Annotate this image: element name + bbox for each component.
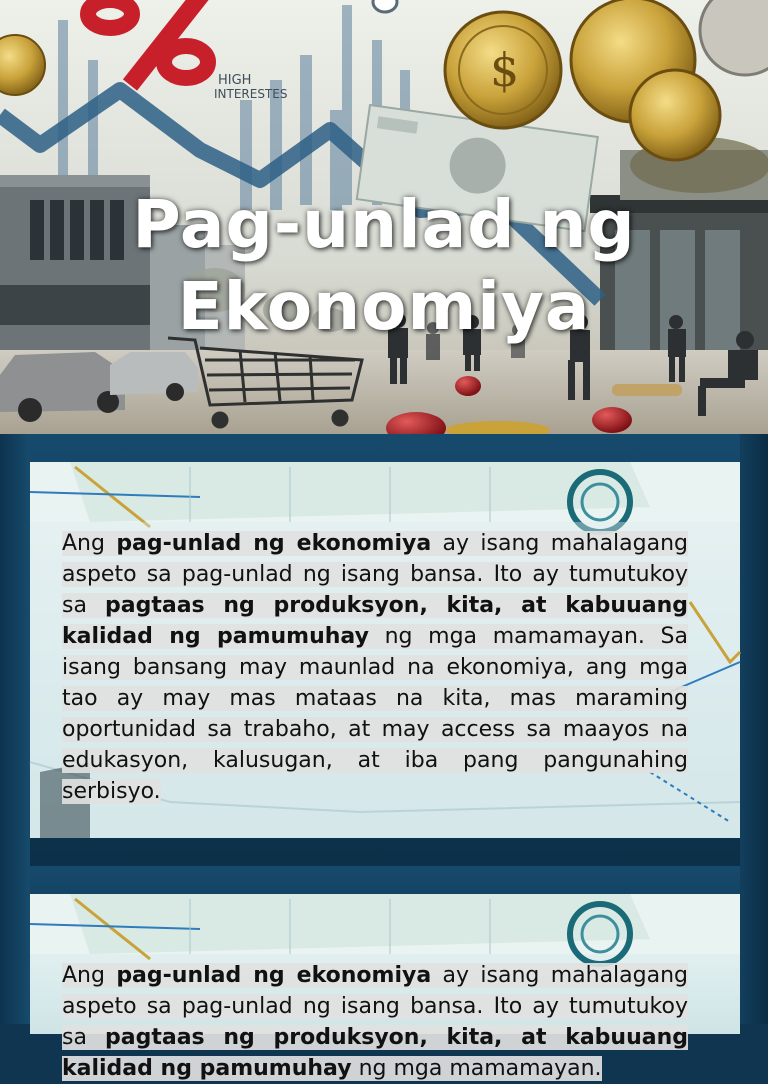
text-run: ay isang mahalagang aspeto sa pag-unlad ng isang bansa. Ito ay tumutukoy sa bbox=[62, 963, 689, 1050]
high-interest-text-line-1: HIGH bbox=[218, 73, 252, 88]
text-run: Ang bbox=[62, 531, 117, 556]
title-line-1: Pag-unlad ng bbox=[132, 186, 636, 264]
content-slide-1 bbox=[0, 434, 768, 866]
bold-text-run: pagtaas ng produksyon, kita, at kabuuang kalidad ng pamumuhay bbox=[62, 1025, 689, 1081]
presentation-title bbox=[0, 184, 768, 348]
title-line-2: Ekonomiya bbox=[177, 268, 591, 346]
title-slide bbox=[0, 0, 768, 434]
text-run: ng mga mamamayan. Sa isang bansang may maunlad na ekonomiya, ang mga tao ay may mas mataas na kita, mas maraming oportunidad sa trabaho, at may access sa maayos na edukasyon, kalusugan, at iba pang pangunahing serbisyo. bbox=[62, 624, 688, 804]
bold-text-run: pagtaas ng produksyon, kita, at kabuuang kalidad ng pamumuhay bbox=[62, 593, 689, 649]
slide-right-edge bbox=[740, 866, 768, 1024]
content-panel bbox=[30, 462, 740, 838]
svg-text:$: $ bbox=[490, 43, 520, 97]
slide-left-edge bbox=[0, 866, 30, 1024]
text-run: ng mga mamamayan. bbox=[351, 1056, 602, 1081]
slide-right-edge bbox=[740, 434, 768, 866]
content-slide-2 bbox=[0, 866, 768, 1081]
high-interest-text-line-2: INTERESTES bbox=[214, 87, 288, 101]
slide-left-edge bbox=[0, 434, 30, 866]
economy-paragraph bbox=[62, 960, 688, 1084]
bold-text-run: pag-unlad ng ekonomiya bbox=[116, 963, 432, 988]
content-panel bbox=[30, 894, 740, 1081]
bold-text-run: pag-unlad ng ekonomiya bbox=[116, 531, 432, 556]
bench bbox=[612, 384, 682, 396]
text-run: Ang bbox=[62, 963, 117, 988]
economy-paragraph bbox=[62, 528, 688, 807]
text-run: ay isang mahalagang aspeto sa pag-unlad ng isang bansa. Ito ay tumutukoy sa bbox=[62, 531, 689, 618]
